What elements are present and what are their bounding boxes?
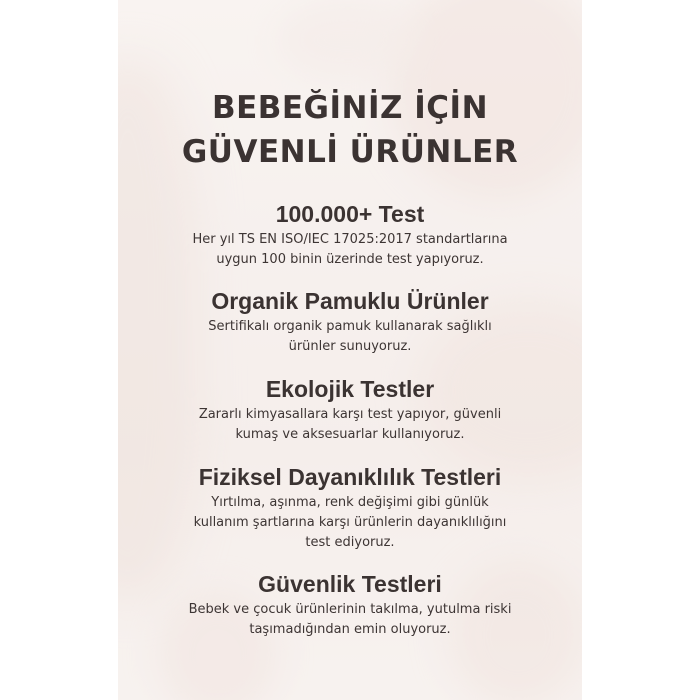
feature-heading: Güvenlik Testleri: [258, 571, 442, 597]
feature-description-line: Sertifikalı organik pamuk kullanarak sağlıklı: [208, 319, 492, 334]
feature-description-line: Bebek ve çocuk ürünlerinin takılma, yutulma riski: [188, 602, 512, 617]
feature-description: [118, 405, 582, 445]
feature-safety-tests: [118, 570, 582, 640]
feature-description-line: Yırtılma, aşınma, renk değişimi gibi günlük: [211, 495, 489, 510]
title-line-2: GÜVENLİ ÜRÜNLER: [181, 134, 519, 170]
feature-description: [118, 493, 582, 553]
feature-description-line: Her yıl TS EN ISO/IEC 17025:2017 standartlarına: [192, 232, 508, 247]
feature-description-line: taşımadığından emin oluyoruz.: [249, 622, 451, 637]
feature-description: [118, 230, 582, 270]
feature-description-line: ürünler sunuyoruz.: [288, 339, 412, 354]
feature-description-line: uygun 100 binin üzerinde test yapıyoruz.: [216, 252, 484, 267]
feature-description-line: test ediyoruz.: [305, 535, 395, 550]
feature-description-line: Zararlı kimyasallara karşı test yapıyor, güvenli: [198, 407, 502, 422]
feature-tests: [118, 200, 582, 270]
feature-description-line: kumaş ve aksesuarlar kullanıyoruz.: [235, 427, 465, 442]
feature-heading: Organik Pamuklu Ürünler: [211, 288, 489, 314]
feature-description: [118, 317, 582, 357]
feature-ecological-tests: [118, 375, 582, 445]
feature-description-line: kullanım şartlarına karşı ürünlerin dayanıklılığını: [193, 515, 507, 530]
banner-content: [118, 0, 582, 700]
title-line-1: BEBEĞİNİZ İÇİN: [211, 90, 489, 126]
feature-heading: Fiziksel Dayanıklılık Testleri: [198, 464, 502, 490]
feature-durability-tests: [118, 463, 582, 553]
page-title: [118, 86, 582, 174]
promo-banner: [118, 0, 582, 700]
feature-heading: Ekolojik Testler: [265, 376, 435, 402]
feature-organic-cotton: [118, 287, 582, 357]
feature-heading: 100.000+ Test: [275, 201, 425, 227]
feature-description: [118, 600, 582, 640]
